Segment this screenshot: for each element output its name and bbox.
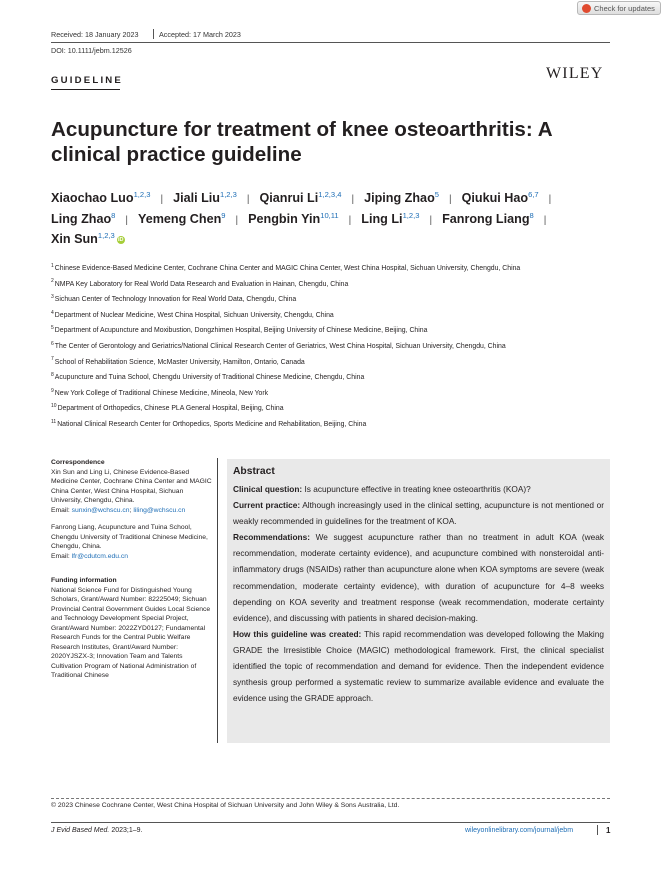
affiliation-number: 11 <box>51 418 57 425</box>
abstract-section <box>233 626 604 706</box>
affiliation-number: 4 <box>51 309 54 316</box>
author-name-text: Ling Zhao <box>51 211 112 226</box>
affiliation-number: 7 <box>51 356 54 363</box>
author-separator: | <box>351 194 355 205</box>
author-separator: | <box>125 214 129 226</box>
author-affiliation-marker: 1,2,3 <box>133 189 151 199</box>
email-separator: ; <box>129 506 132 514</box>
affiliation-number: 5 <box>51 325 54 332</box>
email-link[interactable]: lfr@cdutcm.edu.cn <box>71 552 129 560</box>
author-name[interactable] <box>462 189 539 209</box>
column-divider <box>217 458 218 743</box>
author-affiliation-marker: 1,2,3 <box>97 230 115 240</box>
author-separator: | <box>235 214 239 226</box>
author-affiliation-marker: 9 <box>221 210 226 220</box>
author-name-text: Ling Li <box>361 211 403 226</box>
affiliation-item <box>51 340 611 350</box>
affiliation-text: Department of Orthopedics, Chinese PLA General Hospital, Beijing, China <box>57 405 284 413</box>
journal-volume: 2023;1–9. <box>109 827 143 834</box>
abstract-section <box>233 497 604 529</box>
author-name[interactable] <box>173 189 237 209</box>
author-name[interactable] <box>248 210 339 230</box>
check-updates-icon <box>582 4 591 13</box>
author-name-text: Xin Sun <box>51 232 98 246</box>
affiliation-item <box>51 418 611 428</box>
author-separator: | <box>160 194 164 205</box>
affiliation-item <box>51 327 611 334</box>
abstract-section-label: Recommendations: <box>233 532 310 543</box>
article-type: GUIDELINE <box>51 75 124 86</box>
affiliation-item <box>51 309 611 319</box>
abstract-section-label: Current practice: <box>233 500 301 511</box>
author-name[interactable] <box>51 210 115 230</box>
abstract-section-text: Although increasingly used in the clinical setting, acupuncture is not mentioned or weakly recommended in guidelines for the treatment of KOA. <box>233 500 604 527</box>
affiliation-text: NMPA Key Laboratory for Real World Data Research and Evaluation in Hainan, Chengdu, China <box>54 280 349 288</box>
abstract-section-text: Is acupuncture effective in treating knee osteoarthritis (KOA)? <box>304 484 531 494</box>
author-separator: | <box>543 214 547 226</box>
author-affiliation-marker: 5 <box>434 189 439 199</box>
affiliation-text: Sichuan Center of Technology Innovation for Real World Data, Chengdu, China <box>54 296 297 304</box>
orcid-icon[interactable]: iD <box>118 236 124 243</box>
email-link[interactable]: liling@wchscu.cn <box>133 506 186 514</box>
abstract-box <box>227 459 610 743</box>
correspondence-heading: Correspondence <box>51 459 105 466</box>
accepted-date: Accepted: 17 March 2023 <box>159 30 241 39</box>
author-name-text: Xiaochao Luo <box>51 191 134 205</box>
affiliation-text: Department of Nuclear Medicine, West China Hospital, Sichuan University, Chengdu, China <box>54 311 334 319</box>
author-list <box>51 189 616 250</box>
footer-rule <box>51 822 610 823</box>
author-name[interactable] <box>138 210 226 230</box>
affiliation-item <box>51 387 611 397</box>
check-for-updates-button[interactable] <box>577 1 661 15</box>
author-name[interactable] <box>259 189 341 209</box>
affiliation-item <box>51 356 611 366</box>
correspondence-email-line <box>51 552 213 562</box>
affiliation-text: New York College of Traditional Chinese Medicine, Mineola, New York <box>54 389 269 397</box>
author-affiliation-marker: 6,7 <box>528 189 539 199</box>
email-label: Email: <box>51 506 70 514</box>
author-name-text: Fanrong Liang <box>442 211 530 226</box>
author-affiliation-marker: 1,2,3 <box>219 189 237 199</box>
abstract-section-text: We suggest acupuncture rather than no treatment in adult KOA (weak recommendation, moderate certainty evidence), and acupuncture combined with nonsteroidal anti-inflammatory drugs (NSAIDs) rather than acupuncture alone when KOA symptoms are severe (weak recommendation, moderate certainty evidence), with duration of acupuncture for 4–8 weeks depending on KOA severity and treatment response (weak recommendation, moderate certainty evidence), and discussing with patients in shared decision-making. <box>233 532 604 623</box>
correspondence-text: Fanrong Liang, Acupuncture and Tuina School, Chengdu University of Traditional Chinese Medicine, Chengdu, China. <box>51 524 208 550</box>
author-separator: | <box>449 194 452 205</box>
article-title: Acupuncture for treatment of knee osteoarthritis: A clinical practice guideline <box>51 118 552 166</box>
affiliation-text: School of Rehabilitation Science, McMaster University, Hamilton, Ontario, Canada <box>54 358 305 366</box>
correspondence-email-line <box>51 506 213 516</box>
author-affiliation-marker: 8 <box>111 210 116 220</box>
received-date: Received: 18 January 2023 <box>51 30 139 39</box>
affiliation-text: Acupuncture and Tuina School, Chengdu University of Traditional Chinese Medicine, Chengdu, China <box>54 374 365 382</box>
funding-text: National Science Fund for Distinguished Young Scholars, Grant/Award Number: 82225049; Sichuan Provincial Central Government Guides Local Science and Technology Development Special Project, Grant/Award Number: 2022ZYD0127; Fundamental Research Funds for the Central Public Welfare Research Institutes, Grant/Award Number: 2020YJSZX-3; Innovation Team and Talents Cultivation Program of National Administration of Traditional Chinese <box>51 586 211 679</box>
affiliation-text: Department of Acupuncture and Moxibustion, Dongzhimen Hospital, Beijing University of Chinese Medicine, Beijing, China <box>54 327 428 335</box>
author-name[interactable] <box>442 210 534 230</box>
affiliation-number: 3 <box>51 293 54 300</box>
author-separator: | <box>348 214 352 226</box>
author-name-text: Qianrui Li <box>259 191 319 205</box>
author-name[interactable] <box>51 230 125 250</box>
footer-dashed-rule <box>51 798 610 799</box>
journal-citation <box>51 827 142 834</box>
abstract-section-text: This rapid recommendation was developed following the Making GRADE the Irresistible Choice (MAGIC) methodological framework. First, the clinical specialist identified the topic of recommendation and demand for evidence. Then the independent evidence synthesis group performed a systematic review to summarize available evidence and evaluate the evidence using the GRADE approach. <box>233 628 604 704</box>
page-number-separator <box>597 825 598 835</box>
author-separator: | <box>548 194 552 205</box>
author-affiliation-marker: 8 <box>529 210 534 220</box>
abstract-section-label: How this guideline was created: <box>233 628 362 639</box>
affiliation-item <box>51 293 611 304</box>
author-name-text: Qiukui Hao <box>461 191 529 205</box>
check-updates-label: Check for updates <box>594 4 655 13</box>
affiliation-text: National Clinical Research Center for Orthopedics, Sports Medicine and Rehabilitation, Beijing, China <box>57 421 367 428</box>
affiliation-item <box>51 262 611 272</box>
author-separator: | <box>246 194 250 205</box>
abstract-section <box>233 481 604 497</box>
journal-name: J Evid Based Med. <box>51 827 110 834</box>
author-name-text: Pengbin Yin <box>248 211 321 226</box>
author-affiliation-marker: 1,2,3 <box>402 210 420 220</box>
author-affiliation-marker: 10,11 <box>320 210 339 220</box>
page-number: 1 <box>606 826 611 835</box>
header-separator <box>153 29 154 39</box>
journal-website-link[interactable]: wileyonlinelibrary.com/journal/jebm <box>465 827 574 834</box>
affiliation-item <box>51 278 611 288</box>
author-name-text: Jiali Liu <box>173 191 220 205</box>
affiliation-text: The Center of Gerontology and Geriatrics/National Clinical Research Center of Geriatrics, West China Hospital, Sichuan University, Chengdu, China <box>54 343 506 350</box>
affiliation-number: 6 <box>51 340 54 347</box>
author-separator: | <box>429 214 433 226</box>
sidebar-info <box>51 458 213 681</box>
author-name-text: Jiping Zhao <box>364 191 435 205</box>
copyright-notice: © 2023 Chinese Cochrane Center, West China Hospital of Sichuan University and John Wiley & Sons Australia, Ltd. <box>51 802 400 809</box>
abstract-heading: Abstract <box>233 466 275 477</box>
author-name[interactable] <box>364 189 439 209</box>
author-affiliation-marker: 1,2,3,4 <box>318 189 342 199</box>
abstract-section <box>233 529 604 626</box>
header-rule <box>51 42 610 43</box>
affiliation-number: 9 <box>51 387 54 394</box>
affiliation-number: 10 <box>51 403 57 410</box>
author-name-text: Yemeng Chen <box>138 211 222 226</box>
doi[interactable]: DOI: 10.1111/jebm.12526 <box>51 46 132 55</box>
funding-heading: Funding information <box>51 577 117 584</box>
affiliation-item <box>51 405 611 412</box>
author-name[interactable] <box>361 210 419 230</box>
author-name[interactable] <box>51 189 150 209</box>
email-label: Email: <box>51 552 70 560</box>
article-type-underline <box>51 89 120 90</box>
affiliation-item <box>51 371 611 382</box>
correspondence-text: Xin Sun and Ling Li, Chinese Evidence-Based Medicine Center, Cochrane China Center and MAGIC China Center, West China Hospital, Sichuan University, Chengdu, China. <box>51 468 212 504</box>
abstract-section-label: Clinical question: <box>233 484 303 494</box>
email-link[interactable]: sunxin@wchscu.cn <box>71 506 130 514</box>
affiliation-text: Chinese Evidence-Based Medicine Center, Cochrane China Center and MAGIC China Center, West China Hospital, Sichuan University, Chengdu, China <box>54 265 521 272</box>
affiliation-number: 2 <box>51 278 54 285</box>
affiliation-number: 1 <box>51 262 54 269</box>
publisher-logo: WILEY <box>546 65 604 82</box>
affiliation-number: 8 <box>51 371 54 378</box>
